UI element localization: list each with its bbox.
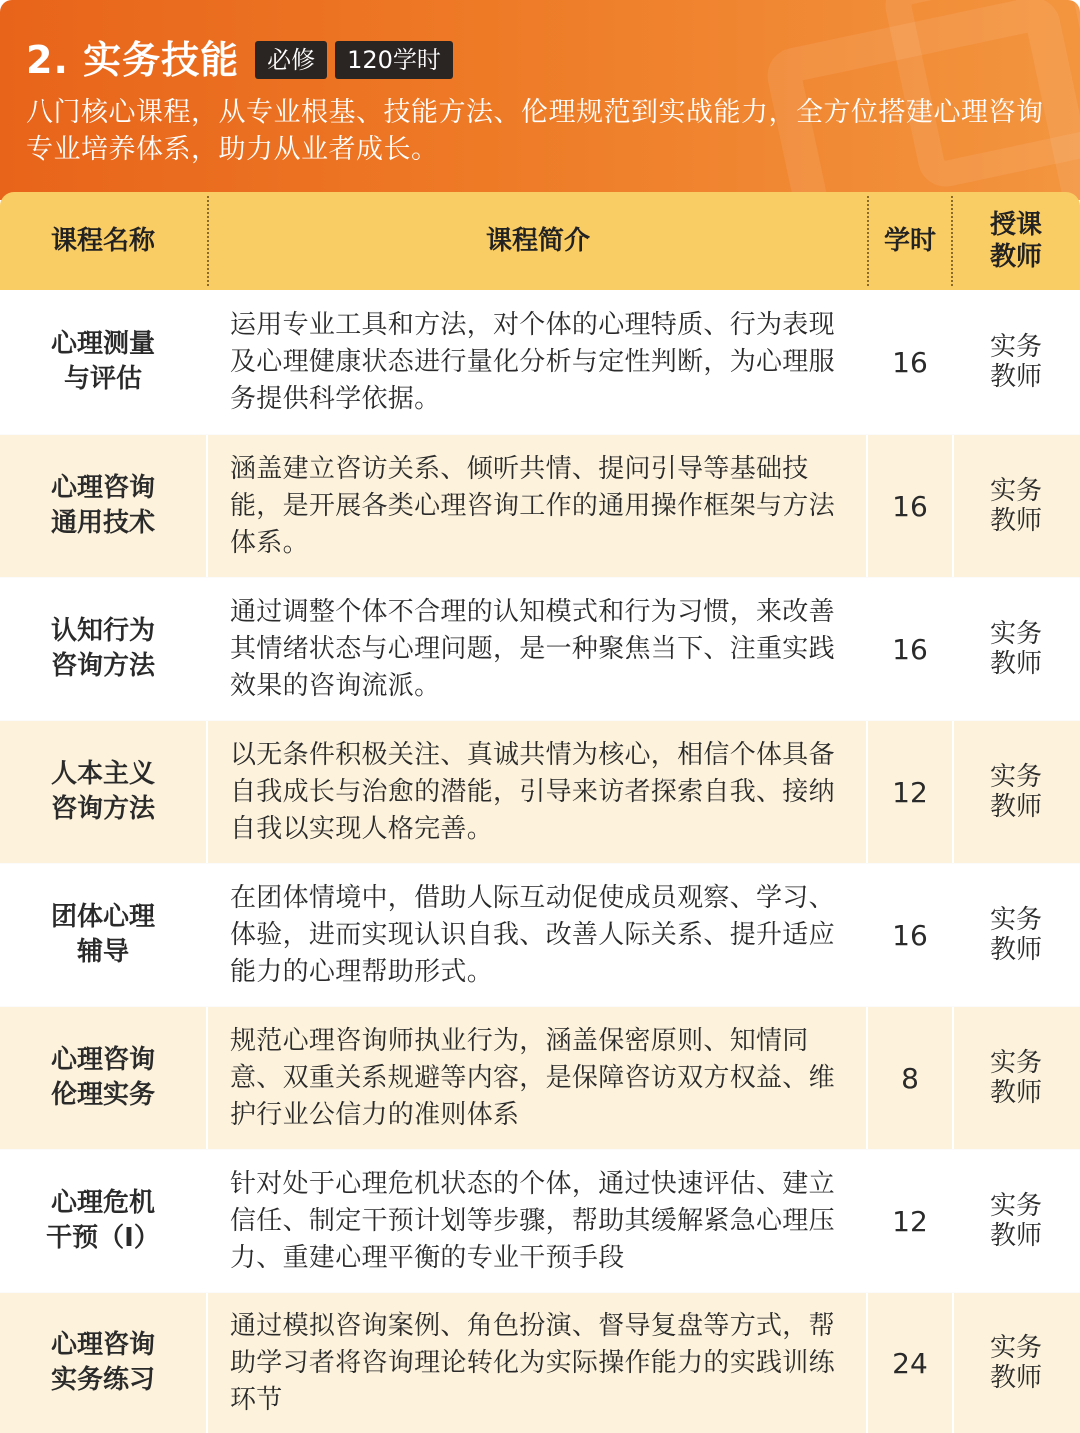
title-row — [26, 36, 453, 84]
course-teacher: 实务教师 — [989, 1048, 1042, 1108]
column-header-course-intro: 课程简介 — [485, 226, 590, 256]
column-line — [206, 1293, 208, 1433]
column-header-teacher: 授课教师 — [989, 210, 1042, 272]
course-name: 心理咨询通用技术 — [50, 473, 155, 538]
table-row — [0, 1149, 1080, 1292]
column-line — [206, 435, 208, 577]
course-intro: 规范心理咨询师执业行为，涵盖保密原则、知情同意、双重关系规避等内容，是保障咨访双方权益、维护行业公信力的准则体系 — [230, 1025, 835, 1130]
hours-badge: 120学时 — [335, 41, 453, 79]
table-row — [0, 290, 1080, 434]
section-description: 八门核心课程，从专业根基、技能方法、伦理规范到实战能力，全方位搭建心理咨询专业培养体系，助力从业者成长。 — [26, 97, 1044, 165]
column-divider — [207, 196, 209, 286]
course-name: 心理危机干预（I） — [46, 1188, 160, 1253]
course-teacher: 实务教师 — [989, 762, 1042, 822]
course-teacher: 实务教师 — [989, 476, 1042, 536]
course-teacher: 实务教师 — [989, 332, 1042, 392]
course-teacher: 实务教师 — [989, 619, 1042, 679]
column-line — [206, 1007, 208, 1149]
course-intro: 涵盖建立咨访关系、倾听共情、提问引导等基础技能，是开展各类心理咨询工作的通用操作框架与方法体系。 — [230, 453, 835, 558]
column-header-hours: 学时 — [883, 226, 936, 256]
course-hours: 16 — [892, 918, 928, 952]
course-name: 心理咨询伦理实务 — [50, 1045, 155, 1110]
course-intro: 针对处于心理危机状态的个体，通过快速评估、建立信任、制定干预计划等步骤，帮助其缓解紧急心理压力、重建心理平衡的专业干预手段 — [230, 1168, 835, 1273]
course-hours: 12 — [892, 1204, 928, 1238]
table-row — [0, 577, 1080, 720]
table-header — [0, 192, 1080, 290]
column-line — [206, 578, 208, 720]
course-table — [0, 192, 1080, 1433]
column-header-course-name: 课程名称 — [50, 226, 155, 256]
course-hours: 12 — [892, 775, 928, 809]
table-row — [0, 1292, 1080, 1433]
course-teacher: 实务教师 — [989, 1333, 1042, 1393]
section-title: 2. 实务技能 — [26, 38, 240, 82]
course-intro: 通过模拟咨询案例、角色扮演、督导复盘等方式，帮助学习者将咨询理论转化为实际操作能力的实践训练环节 — [230, 1310, 835, 1415]
table-row — [0, 720, 1080, 863]
table-row — [0, 863, 1080, 1006]
course-name: 心理咨询实务练习 — [50, 1330, 155, 1395]
required-badge: 必修 — [255, 41, 327, 79]
column-line — [206, 1150, 208, 1292]
column-line — [206, 721, 208, 863]
column-divider — [951, 196, 953, 286]
course-intro: 在团体情境中，借助人际互动促使成员观察、学习、体验，进而实现认识自我、改善人际关系、提升适应能力的心理帮助形式。 — [230, 882, 835, 987]
column-divider — [867, 196, 869, 286]
course-hours: 16 — [892, 489, 928, 523]
column-line — [206, 290, 208, 434]
table-row — [0, 434, 1080, 577]
course-hours: 8 — [901, 1061, 919, 1095]
course-intro: 运用专业工具和方法，对个体的心理特质、行为表现及心理健康状态进行量化分析与定性判断，为心理服务提供科学依据。 — [230, 309, 835, 414]
course-hours: 24 — [892, 1346, 928, 1380]
course-name: 认知行为咨询方法 — [50, 616, 155, 681]
course-intro: 通过调整个体不合理的认知模式和行为习惯，来改善其情绪状态与心理问题，是一种聚焦当下、注重实践效果的咨询流派。 — [230, 596, 835, 701]
section-header — [0, 0, 1080, 200]
column-line — [206, 864, 208, 1006]
course-name: 心理测量与评估 — [50, 329, 155, 394]
course-intro: 以无条件积极关注、真诚共情为核心，相信个体具备自我成长与治愈的潜能，引导来访者探索自我、接纳自我以实现人格完善。 — [230, 739, 835, 844]
course-name: 团体心理辅导 — [50, 902, 155, 967]
table-row — [0, 1006, 1080, 1149]
course-teacher: 实务教师 — [989, 1191, 1042, 1251]
course-hours: 16 — [892, 345, 928, 379]
course-teacher: 实务教师 — [989, 905, 1042, 965]
course-hours: 16 — [892, 632, 928, 666]
course-name: 人本主义咨询方法 — [50, 759, 155, 824]
